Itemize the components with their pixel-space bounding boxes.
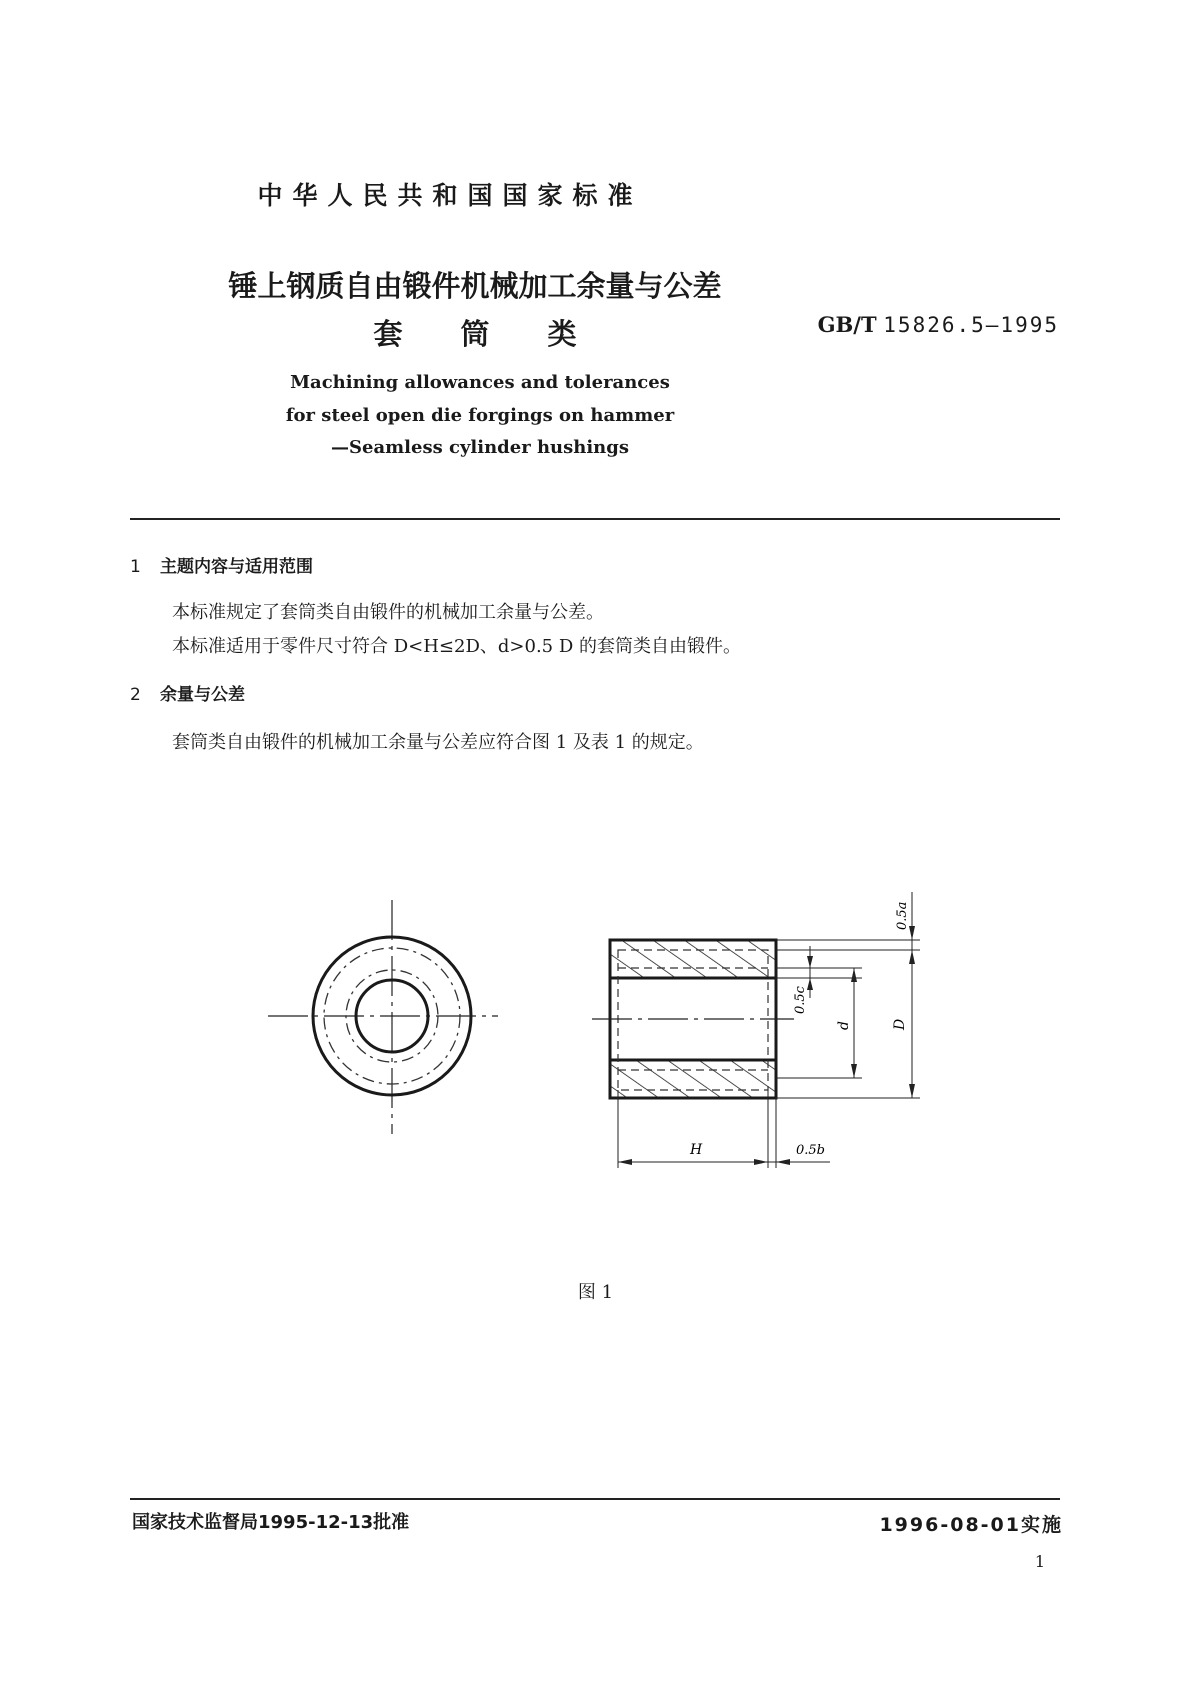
- figure-caption: 图 1: [577, 1282, 614, 1303]
- standard-prefix: GB/T: [817, 312, 877, 337]
- dim-half-a-arrow: [909, 950, 915, 964]
- label-half-a: 0.5a: [895, 901, 910, 930]
- dim-half-c-arrow: [807, 956, 813, 968]
- label-D: D: [892, 1018, 908, 1030]
- english-title-line-3: —Seamless cylinder hushings: [331, 437, 629, 458]
- label-H: H: [690, 1142, 703, 1158]
- label-half-b: 0.5b: [796, 1143, 825, 1158]
- english-title-line-1: Machining allowances and tolerances: [290, 372, 670, 393]
- lower-wall-section: [610, 1060, 776, 1098]
- document-title: 锤上钢质自由锻件机械加工余量与公差: [228, 269, 722, 303]
- end-view: [268, 900, 498, 1134]
- national-standard-heading: 中华人民共和国国家标准: [257, 181, 643, 210]
- dim-half-b-arrow: [776, 1159, 790, 1165]
- section-title: 主题内容与适用范围: [160, 557, 313, 577]
- dim-D-arrow: [909, 1084, 915, 1098]
- label-half-c: 0.5c: [793, 986, 808, 1014]
- standard-code: 15826.5—1995: [883, 313, 1059, 337]
- dim-d-arrow: [851, 1064, 857, 1078]
- section-number: 2: [130, 685, 141, 705]
- effective-date: 1996-08-01实施: [879, 1514, 1063, 1536]
- section-number: 1: [130, 557, 141, 577]
- section-2-paragraph-1: 套筒类自由锻件的机械加工余量与公差应符合图 1 及表 1 的规定。: [172, 732, 704, 753]
- english-title-line-2: for steel open die forgings on hammer: [285, 405, 675, 426]
- section-title: 余量与公差: [160, 685, 245, 705]
- label-d: d: [836, 1021, 852, 1030]
- section-view: [592, 892, 920, 1168]
- page-number: 1: [1034, 1552, 1045, 1571]
- dim-d-arrow: [851, 968, 857, 982]
- section-1-paragraph-2: 本标准适用于零件尺寸符合 D<H≤2D、d>0.5 D 的套筒类自由锻件。: [172, 636, 742, 657]
- section-1-paragraph-1: 本标准规定了套筒类自由锻件的机械加工余量与公差。: [172, 602, 604, 623]
- approval-note: 国家技术监督局1995-12-13批准: [132, 1512, 410, 1533]
- dim-H-arrow: [618, 1159, 632, 1165]
- upper-wall-section: [610, 940, 776, 978]
- dim-H-arrow: [754, 1159, 768, 1165]
- footer-divider: [130, 1498, 1060, 1500]
- document-subtitle: 套筒类: [373, 317, 635, 351]
